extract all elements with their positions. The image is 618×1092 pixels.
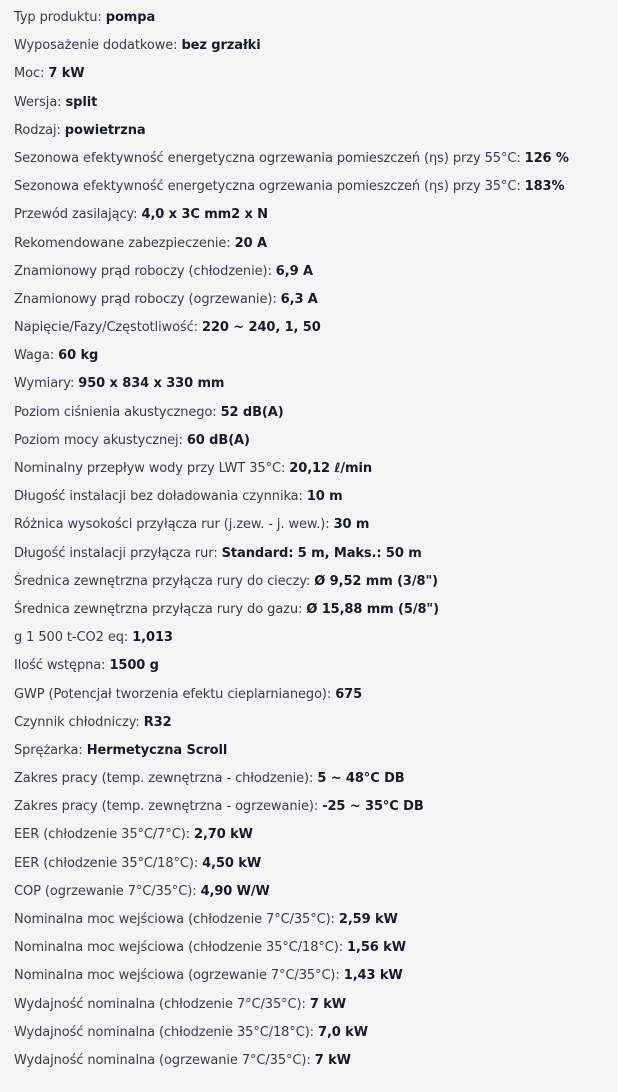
spec-value: 7 kW [309, 996, 346, 1012]
spec-label: Wydajność nominalna (ogrzewanie 7°C/35°C): [14, 1052, 311, 1068]
spec-label: Nominalna moc wejściowa (chłodzenie 7°C/35°C): [14, 912, 335, 927]
spec-label: Przewód zasilający: [14, 207, 138, 223]
spec-value: 2,59 kW [338, 912, 398, 927]
spec-row-capacity-cooling-7-35 [14, 991, 618, 1019]
spec-label: Zakres pracy (temp. zewnętrzna - chłodzenie): [14, 771, 314, 787]
spec-row-sound-power [14, 427, 618, 455]
spec-value: 52 dB(A) [220, 404, 284, 420]
spec-value: Hermetyczna Scroll [86, 742, 228, 758]
spec-label: COP (ogrzewanie 7°C/35°C): [14, 883, 197, 899]
spec-row-capacity-cooling-35-18 [14, 1019, 618, 1047]
spec-label: Sezonowa efektywność energetyczna ogrzewania pomieszczeń (ηs) przy 35°C: [14, 179, 521, 195]
spec-label: Wersja: [14, 94, 62, 110]
spec-label: Zakres pracy (temp. zewnętrzna - ogrzewanie): [14, 799, 319, 815]
spec-label: Różnica wysokości przyłącza rur (j.zew. - j. wew.): [14, 517, 330, 533]
spec-row-gwp [14, 681, 618, 709]
spec-label: Poziom ciśnienia akustycznego: [14, 404, 217, 420]
spec-label: Znamionowy prąd roboczy (chłodzenie): [14, 263, 272, 279]
spec-value: 6,9 A [275, 263, 313, 279]
spec-value: 20,12 ℓ/min [289, 461, 372, 476]
spec-value: 1,56 kW [347, 940, 406, 956]
spec-label: Wydajność nominalna (chłodzenie 7°C/35°C): [14, 996, 306, 1012]
spec-row-operating-range-cooling [14, 765, 618, 793]
spec-value: 60 kg [58, 348, 99, 364]
spec-label: EER (chłodzenie 35°C/18°C): [14, 855, 199, 871]
spec-value: -25 ~ 35°C DB [322, 799, 424, 815]
spec-label: Poziom mocy akustycznej: [14, 432, 183, 448]
spec-row-power [14, 60, 618, 88]
spec-label: Wydajność nominalna (chłodzenie 35°C/18°C): [14, 1024, 314, 1040]
spec-row-input-power-heating [14, 962, 618, 990]
spec-value: pompa [105, 10, 156, 25]
spec-row-input-power-cooling-7-35 [14, 906, 618, 934]
spec-row-version [14, 89, 618, 117]
spec-row-liquid-pipe-diameter [14, 568, 618, 596]
spec-value: 183% [524, 179, 565, 195]
spec-label: Waga: [14, 348, 55, 364]
spec-value: R32 [143, 714, 172, 730]
spec-value: 4,50 kW [202, 855, 262, 871]
spec-row-refrigerant [14, 709, 618, 737]
spec-value: 675 [335, 686, 363, 702]
spec-value: 2,70 kW [194, 827, 253, 843]
spec-value: 950 x 834 x 330 mm [78, 376, 225, 392]
spec-value: Ø 15,88 mm (5/8") [306, 601, 439, 617]
spec-value: Standard: 5 m, Maks.: 50 m [221, 545, 422, 561]
spec-label: GWP (Potencjał tworzenia efektu cieplarnianego): [14, 686, 332, 702]
spec-row-pipe-length [14, 540, 618, 568]
spec-value: split [65, 94, 98, 110]
spec-row-length-without-charge [14, 483, 618, 511]
spec-value: bez grzałki [181, 38, 261, 54]
spec-label: Średnica zewnętrzna przyłącza rury do cieczy: [14, 573, 311, 589]
spec-row-compressor [14, 737, 618, 765]
spec-label: Wyposażenie dodatkowe: [14, 38, 178, 54]
spec-label: Nominalna moc wejściowa (ogrzewanie 7°C/35°C): [14, 968, 340, 984]
spec-row-voltage-phase-frequency [14, 314, 618, 342]
spec-value: 60 dB(A) [186, 432, 250, 448]
spec-label: Wymiary: [14, 376, 75, 392]
spec-row-accessories [14, 32, 618, 60]
spec-label: g 1 500 t-CO2 eq: [14, 630, 129, 646]
spec-row-cop [14, 878, 618, 906]
spec-value: 7,0 kW [318, 1024, 368, 1040]
spec-value: 7 kW [48, 66, 85, 82]
spec-label: Typ produktu: [14, 10, 102, 25]
spec-row-weight [14, 342, 618, 370]
spec-row-eer-35-7 [14, 821, 618, 849]
spec-label: Ilość wstępna: [14, 658, 106, 674]
spec-label: Rodzaj: [14, 122, 61, 138]
spec-row-seasonal-efficiency-55 [14, 145, 618, 173]
spec-label: Nominalna moc wejściowa (chłodzenie 35°C/18°C): [14, 940, 343, 956]
spec-row-input-power-cooling-35-18 [14, 934, 618, 962]
spec-row-water-flow [14, 455, 618, 483]
spec-row-eer-35-18 [14, 850, 618, 878]
spec-label: Czynnik chłodniczy: [14, 714, 140, 730]
spec-row-co2-equivalent [14, 624, 618, 652]
spec-row-seasonal-efficiency-35 [14, 173, 618, 201]
spec-value: 126 % [524, 150, 569, 166]
spec-value: 220 ~ 240, 1, 50 [202, 320, 321, 336]
spec-label: Rekomendowane zabezpieczenie: [14, 235, 231, 251]
spec-value: 6,3 A [280, 291, 318, 307]
spec-row-recommended-fuse [14, 230, 618, 258]
spec-value: Ø 9,52 mm (3/8") [314, 573, 438, 589]
spec-label: EER (chłodzenie 35°C/7°C): [14, 827, 190, 843]
spec-value: 1,013 [132, 630, 173, 646]
spec-row-product-type [14, 4, 618, 32]
spec-value: 4,0 x 3C mm2 x N [141, 207, 268, 223]
spec-value: 1500 g [109, 658, 159, 674]
spec-row-height-difference [14, 511, 618, 539]
spec-row-dimensions [14, 370, 618, 398]
spec-value: 20 A [234, 235, 267, 251]
spec-value: 5 ~ 48°C DB [317, 771, 405, 787]
spec-label: Napięcie/Fazy/Częstotliwość: [14, 320, 198, 336]
spec-label: Sezonowa efektywność energetyczna ogrzewania pomieszczeń (ηs) przy 55°C: [14, 150, 521, 166]
spec-row-gas-pipe-diameter [14, 596, 618, 624]
spec-label: Długość instalacji bez doładowania czynnika: [14, 489, 303, 505]
spec-row-kind [14, 117, 618, 145]
spec-label: Długość instalacji przyłącza rur: [14, 545, 218, 561]
spec-value: powietrzna [64, 122, 146, 138]
spec-label: Znamionowy prąd roboczy (ogrzewanie): [14, 291, 277, 307]
spec-value: 7 kW [314, 1052, 351, 1068]
spec-value: 10 m [306, 489, 343, 505]
spec-value: 4,90 W/W [200, 883, 270, 899]
spec-row-rated-current-heating [14, 286, 618, 314]
spec-label: Moc: [14, 66, 45, 82]
spec-value: 1,43 kW [343, 968, 403, 984]
spec-label: Średnica zewnętrzna przyłącza rury do gazu: [14, 601, 303, 617]
spec-row-operating-range-heating [14, 793, 618, 821]
spec-row-initial-charge [14, 652, 618, 680]
spec-row-rated-current-cooling [14, 258, 618, 286]
spec-label: Sprężarka: [14, 742, 83, 758]
spec-label: Nominalny przepływ wody przy LWT 35°C: [14, 461, 286, 476]
spec-row-power-cable [14, 201, 618, 229]
spec-row-capacity-heating [14, 1047, 618, 1075]
spec-value: 30 m [333, 517, 370, 533]
spec-row-sound-pressure [14, 399, 618, 427]
